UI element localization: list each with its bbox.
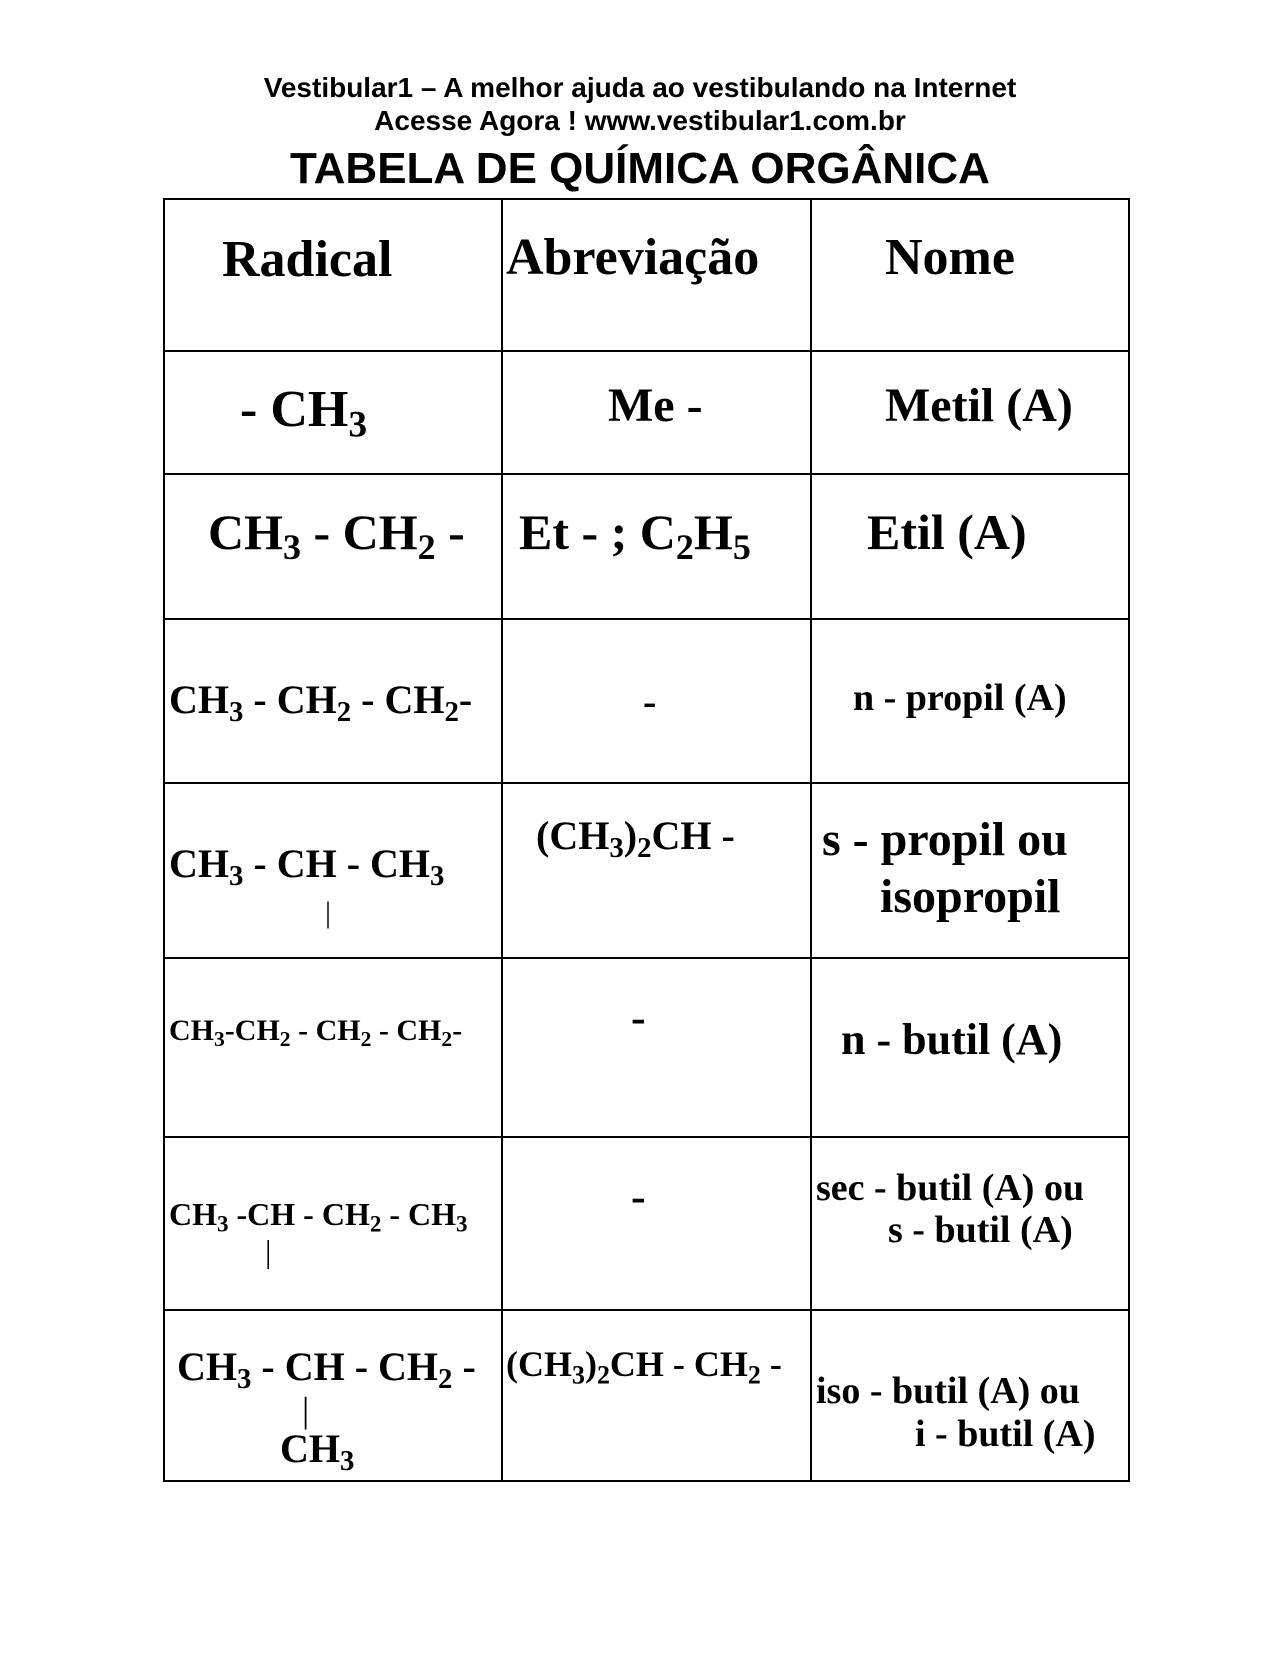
nome-cell [811, 958, 1129, 1137]
nome-text: sec - butil (A) ou [816, 1167, 1085, 1209]
nome-text: i - butil (A) [915, 1413, 1096, 1455]
abreviacao-cell [502, 619, 811, 783]
abreviacao-text: - [643, 679, 657, 724]
radical-formula: - $CH_3$ [240, 381, 368, 446]
abreviacao-text: - [631, 993, 646, 1042]
table-header-row [164, 199, 1129, 351]
nome-text: isopropil [880, 870, 1061, 923]
header-line-1: Vestibular1 – A melhor ajuda ao vestibulando na Internet [263, 72, 1017, 103]
abreviacao-cell [502, 1137, 811, 1310]
column-header-abreviacao: Abreviação [506, 229, 760, 286]
radical-cell [164, 351, 502, 474]
page-title: TABELA DE QUÍMICA ORGÂNICA [290, 144, 990, 193]
radical-formula: $CH_3 - CH_2 - CH_2-$ [169, 677, 473, 729]
nome-text: n - butil (A) [841, 1015, 1063, 1064]
nome-cell [811, 783, 1129, 958]
abreviacao-cell [502, 783, 811, 958]
nome-cell [811, 1310, 1129, 1481]
radical-cell [164, 619, 502, 783]
nome-cell [811, 474, 1129, 619]
abreviacao-cell [502, 474, 811, 619]
column-header-nome: Nome [885, 229, 1015, 286]
header-line-2: Acesse Agora ! www.vestibular1.com.br [374, 105, 906, 136]
column-header-radical: Radical [222, 231, 393, 288]
abreviacao-cell [502, 958, 811, 1137]
radical-cell [164, 958, 502, 1137]
nome-text: s - propil ou [822, 813, 1068, 866]
bond-line: | [265, 1233, 272, 1269]
radical-cell [164, 1310, 502, 1481]
abreviacao-text: - [631, 1172, 646, 1221]
bond-line: | [302, 1390, 310, 1430]
table-row [164, 1310, 1129, 1481]
radical-formula: $CH_3$ $-CH - CH_2 - CH_3$ [169, 1196, 468, 1237]
table-row [164, 958, 1129, 1137]
table-row [164, 783, 1129, 958]
radical-cell [164, 474, 502, 619]
abreviacao-text: Me - [608, 379, 703, 432]
nome-text: s - butil (A) [888, 1209, 1073, 1251]
radical-cell [164, 1137, 502, 1310]
radical-formula: $CH_3$ [280, 1426, 355, 1478]
radical-formula: $CH_3$ - CH - $CH_3$ [169, 841, 445, 893]
abreviacao-text: $(CH_3)_2CH$ - [536, 813, 735, 865]
table-row [164, 619, 1129, 783]
nome-cell [811, 619, 1129, 783]
abreviacao-text: Et - ; $C_2H_5$ [519, 504, 751, 568]
abreviacao-text: $(CH_3)_2CH - CH_2$ - [506, 1344, 782, 1390]
abreviacao-cell [502, 351, 811, 474]
organic-chemistry-table [163, 198, 1130, 1482]
table-row [164, 351, 1129, 474]
radical-formula: $CH_3$ - CH - $CH_2$ - [177, 1344, 476, 1396]
radical-formula: $CH_3-CH_2 - CH_2 - CH_2-$ [169, 1014, 463, 1052]
abreviacao-cell [502, 1310, 811, 1481]
bond-line: | [325, 896, 332, 929]
radical-cell [164, 783, 502, 958]
radical-formula: $CH_3 - CH_2$ - [208, 504, 465, 568]
nome-text: Etil (A) [867, 504, 1027, 560]
nome-cell [811, 351, 1129, 474]
nome-text: Metil (A) [885, 379, 1073, 432]
nome-text: iso - butil (A) ou [816, 1370, 1080, 1412]
nome-text: n - propil (A) [853, 677, 1067, 719]
table-row [164, 474, 1129, 619]
table-row [164, 1137, 1129, 1310]
nome-cell [811, 1137, 1129, 1310]
